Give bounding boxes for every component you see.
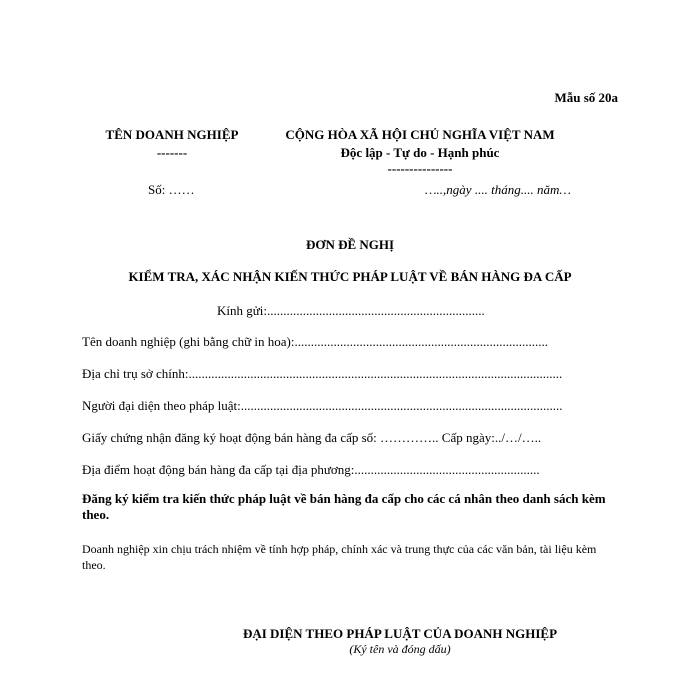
field-local-location: Địa điểm hoạt động bán hàng đa cấp tại địa phương:.........................................................	[82, 462, 540, 477]
field-company-name: Tên doanh nghiệp (ghi bằng chữ in hoa):..............................................................................	[82, 334, 548, 349]
motto: Độc lập - Tự do - Hạnh phúc	[340, 145, 500, 160]
registration-statement: Đăng ký kiểm tra kiến thức pháp luật về bán hàng đa cấp cho các cá nhân theo danh sách kèm theo.	[82, 491, 606, 522]
field-certificate: Giấy chứng nhận đăng ký hoạt động bán hàng đa cấp số: ………….. Cấp ngày:../…/…..	[82, 430, 542, 445]
company-name: TÊN DOANH NGHIỆP	[105, 127, 239, 142]
motto-dashes: ---------------	[387, 161, 453, 176]
recipient-line: Kính gửi:...................................................................	[217, 303, 485, 318]
company-dashes: -------	[156, 145, 188, 160]
commitment-statement: Doanh nghiệp xin chịu trách nhiệm về tính hợp pháp, chính xác và trung thực của các văn bản, tài liệu kèm theo.	[82, 542, 597, 572]
date-line: …..,ngày .... tháng.... năm…	[425, 182, 571, 197]
signature-title: ĐẠI DIỆN THEO PHÁP LUẬT CỦA DOANH NGHIỆP	[242, 626, 558, 641]
document-title: ĐƠN ĐỀ NGHỊ	[305, 237, 395, 252]
republic-heading: CỘNG HÒA XÃ HỘI CHỦ NGHĨA VIỆT NAM	[285, 127, 555, 142]
document-number: Số: ……	[148, 182, 195, 197]
form-number: Mẫu số 20a	[554, 90, 618, 105]
field-legal-representative: Người đại diện theo pháp luật:...................................................................................................	[82, 398, 563, 413]
signature-note: (Ký tên và đóng dấu)	[349, 642, 451, 656]
field-head-office: Địa chỉ trụ sở chính:...................................................................................................................	[82, 366, 563, 381]
document-subtitle: KIỂM TRA, XÁC NHẬN KIẾN THỨC PHÁP LUẬT VỀ BÁN HÀNG ĐA CẤP	[128, 269, 572, 284]
